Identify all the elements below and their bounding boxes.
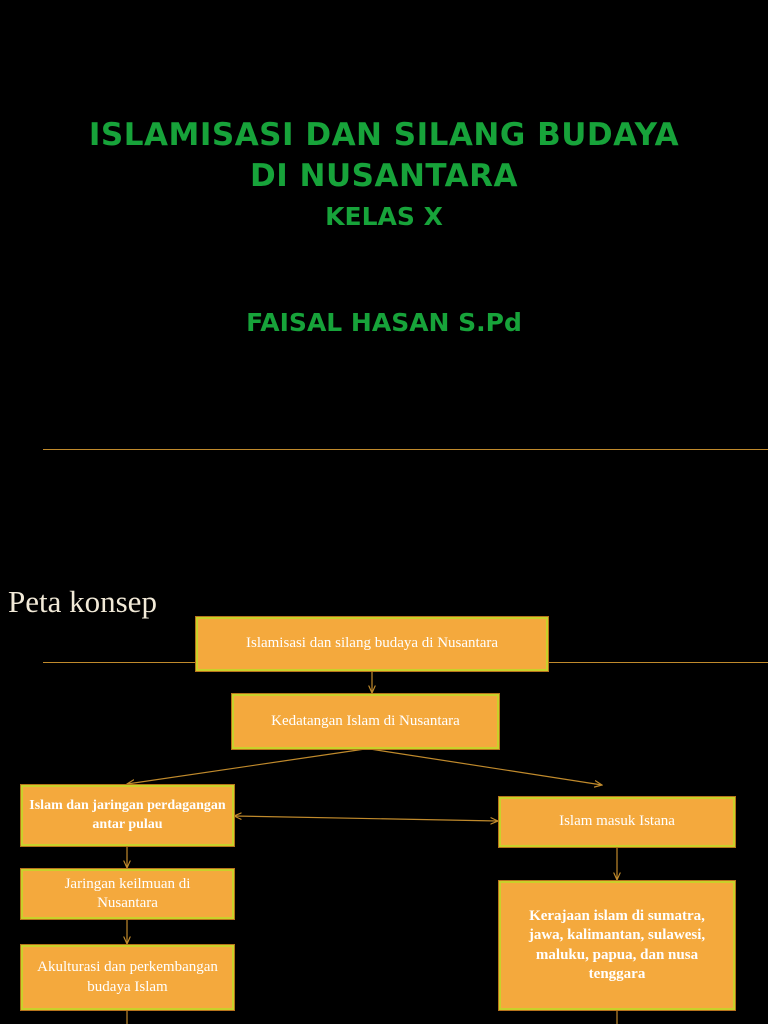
arrow-arrival-to-palace	[370, 749, 602, 785]
concept-map-heading: Peta konsep	[8, 584, 157, 619]
arrow-arrival-to-trade	[127, 749, 365, 784]
node-acculturation: Akulturasi dan perkembangan budaya Islam	[21, 945, 234, 1010]
node-arrival: Kedatangan Islam di Nusantara	[232, 694, 499, 749]
node-kingdoms: Kerajaan islam di sumatra, jawa, kalimantan, sulawesi, maluku, papua, dan nusa tenggara	[499, 881, 735, 1010]
title-line-2: DI NUSANTARA	[249, 158, 519, 194]
author-name: FAISAL HASAN S.Pd	[246, 308, 522, 337]
node-trade: Islam dan jaringan perdagangan antar pulau	[21, 785, 234, 846]
node-palace: Islam masuk Istana	[499, 797, 735, 847]
node-root: Islamisasi dan silang budaya di Nusantara	[196, 617, 548, 671]
title-class: KELAS X	[325, 202, 443, 231]
node-scholarship: Jaringan keilmuan di Nusantara	[21, 869, 234, 919]
arrow-trade-palace-bidirectional	[234, 816, 498, 821]
title-line-1: ISLAMISASI DAN SILANG BUDAYA	[88, 117, 680, 153]
